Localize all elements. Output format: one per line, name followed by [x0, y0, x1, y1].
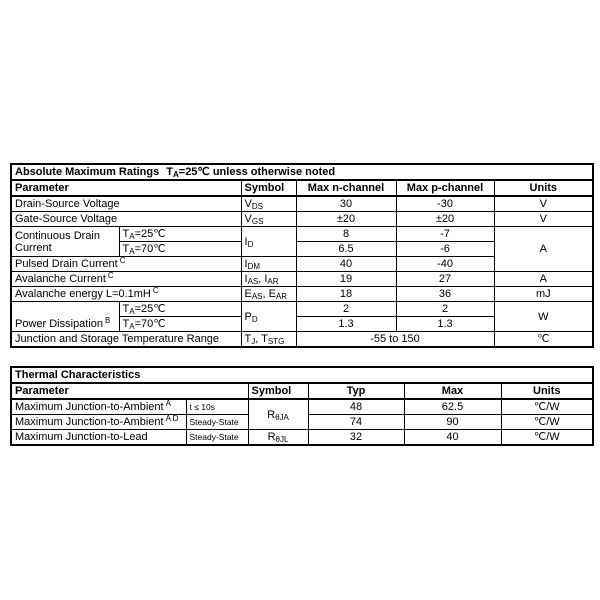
condition-text: T [122, 228, 130, 240]
parameter-text: Power Dissipation [15, 318, 104, 330]
thermal-characteristics-table [10, 366, 594, 446]
condition-value: =25℃ [134, 303, 166, 315]
cell-parameter [11, 415, 186, 430]
cell-symbol [241, 196, 296, 212]
cell-units: A [494, 272, 593, 287]
column-header-max: Max [404, 383, 501, 399]
table-row [11, 332, 593, 348]
condition-value: =25℃ [134, 228, 166, 240]
parameter-text: Maximum Junction-to-Ambient [15, 401, 164, 413]
cell-units: V [494, 196, 593, 212]
column-header-units: Units [501, 383, 593, 399]
cell-units: A [494, 227, 593, 272]
symbol-subscript: AR [275, 292, 288, 301]
title-ta-subscript: A [172, 170, 179, 179]
symbol-text: , E [262, 288, 276, 300]
cell-max: 40 [404, 430, 501, 446]
cell-units: V [494, 212, 593, 227]
condition-value: =70℃ [134, 243, 166, 255]
column-header-symbol: Symbol [248, 383, 308, 399]
column-header-typ: Typ [308, 383, 404, 399]
cell-max-n-channel: 30 [296, 196, 396, 212]
footnote-superscript: A D [165, 414, 179, 423]
cell-symbol [241, 287, 296, 302]
cell-units: ℃ [494, 332, 593, 348]
symbol-text: V [244, 198, 252, 210]
column-header-parameter: Parameter [11, 383, 248, 399]
column-header-max-n-channel: Max n-channel [296, 180, 396, 196]
condition-text: T [122, 303, 130, 315]
cell-parameter: Continuous Drain Current [11, 227, 119, 257]
table-row [11, 430, 593, 446]
symbol-subscript: AS [251, 292, 263, 301]
cell-units: mJ [494, 287, 593, 302]
condition-value: =70℃ [134, 318, 166, 330]
table-row [11, 212, 593, 227]
symbol-subscript: D [251, 314, 258, 324]
cell-parameter [11, 257, 241, 272]
symbol-text: I [244, 235, 248, 248]
section-title-absolute-maximum-ratings [11, 164, 593, 180]
cell-max-n-channel: 8 [296, 227, 396, 242]
cell-parameter [11, 302, 119, 332]
symbol-subscript: GS [251, 217, 264, 226]
symbol-text: I [244, 273, 248, 285]
symbol-subscript: D [247, 239, 254, 249]
cell-parameter: Junction and Storage Temperature Range [11, 332, 241, 348]
cell-parameter: Drain-Source Voltage [11, 196, 241, 212]
cell-max-p-channel: 27 [396, 272, 494, 287]
condition-text: T [122, 243, 130, 255]
symbol-text: I [244, 258, 248, 270]
cell-condition-ta70 [119, 242, 241, 257]
cell-symbol [241, 212, 296, 227]
cell-max: 62.5 [404, 399, 501, 415]
condition-subscript: A [129, 322, 135, 331]
cell-symbol [241, 257, 296, 272]
symbol-subscript: DS [251, 202, 263, 211]
cell-condition: t ≤ 10s [186, 399, 248, 415]
symbol-subscript: DM [247, 262, 261, 271]
cell-max-n-channel: 18 [296, 287, 396, 302]
footnote-superscript: A [165, 399, 171, 408]
cell-max-p-channel: ±20 [396, 212, 494, 227]
cell-max-p-channel: -6 [396, 242, 494, 257]
title-ta-symbol: T [166, 166, 173, 178]
cell-max-p-channel: 1.3 [396, 317, 494, 332]
table-row [11, 227, 593, 242]
footnote-superscript: B [105, 316, 111, 325]
cell-units: W [494, 302, 593, 332]
cell-parameter: Gate-Source Voltage [11, 212, 241, 227]
cell-typ: 74 [308, 415, 404, 430]
table-row [11, 399, 593, 415]
column-header-parameter: Parameter [11, 180, 241, 196]
cell-symbol [248, 430, 308, 446]
cell-symbol [241, 227, 296, 257]
symbol-subscript: STG [267, 337, 285, 346]
table-row [11, 367, 593, 383]
absolute-maximum-ratings-table [10, 163, 594, 348]
cell-typ: 32 [308, 430, 404, 446]
cell-max-n-channel: 1.3 [296, 317, 396, 332]
cell-max: 90 [404, 415, 501, 430]
footnote-superscript: C [152, 286, 159, 295]
column-header-max-p-channel: Max p-channel [396, 180, 494, 196]
cell-max-n-channel: ±20 [296, 212, 396, 227]
symbol-text: V [244, 213, 252, 225]
cell-temperature-range: -55 to 150 [296, 332, 494, 348]
condition-subscript: A [129, 247, 135, 256]
cell-parameter [11, 287, 241, 302]
cell-condition: Steady-State [186, 430, 248, 446]
symbol-subscript: AR [267, 277, 279, 286]
cell-units: ℃/W [501, 415, 593, 430]
parameter-text: Avalanche energy L=0.1mH [15, 288, 151, 300]
symbol-subscript: AS [247, 277, 259, 286]
cell-symbol [241, 332, 296, 348]
cell-condition-ta25 [119, 227, 241, 242]
footnote-superscript: C [119, 256, 126, 265]
cell-max-p-channel: 2 [396, 302, 494, 317]
cell-max-n-channel: 40 [296, 257, 396, 272]
table-header-row [11, 383, 593, 399]
cell-max-p-channel: -40 [396, 257, 494, 272]
cell-typ: 48 [308, 399, 404, 415]
cell-max-p-channel: -30 [396, 196, 494, 212]
cell-max-n-channel: 2 [296, 302, 396, 317]
cell-parameter [11, 272, 241, 287]
cell-max-n-channel: 19 [296, 272, 396, 287]
parameter-text: Maximum Junction-to-Ambient [15, 416, 164, 428]
cell-units: ℃/W [501, 430, 593, 446]
title-condition-text: =25℃ unless otherwise noted [178, 166, 336, 178]
cell-symbol [241, 302, 296, 332]
column-header-units: Units [494, 180, 593, 196]
condition-subscript: A [129, 307, 135, 316]
symbol-subscript: θJL [275, 435, 289, 444]
symbol-text: P [244, 310, 252, 323]
table-row [11, 287, 593, 302]
symbol-text: R [267, 431, 276, 443]
table-header-row [11, 180, 593, 196]
symbol-text: , T [255, 333, 268, 345]
table-row [11, 272, 593, 287]
cell-max-p-channel: -7 [396, 227, 494, 242]
cell-max-n-channel: 6.5 [296, 242, 396, 257]
condition-text: T [122, 318, 130, 330]
cell-symbol [241, 272, 296, 287]
symbol-text: T [244, 333, 252, 345]
condition-subscript: A [129, 232, 135, 241]
symbol-text: R [267, 408, 276, 421]
table-row [11, 164, 593, 180]
cell-parameter [11, 399, 186, 415]
symbol-text: E [244, 288, 252, 300]
symbol-subscript: J [251, 337, 256, 346]
column-header-symbol: Symbol [241, 180, 296, 196]
footnote-superscript: C [107, 271, 114, 280]
table-row [11, 196, 593, 212]
cell-condition-ta25 [119, 302, 241, 317]
cell-units: ℃/W [501, 399, 593, 415]
cell-max-p-channel: 36 [396, 287, 494, 302]
cell-condition-ta70 [119, 317, 241, 332]
cell-condition: Steady-State [186, 415, 248, 430]
parameter-text: Avalanche Current [15, 273, 106, 285]
symbol-text: , I [258, 273, 268, 285]
cell-parameter: Maximum Junction-to-Lead [11, 430, 186, 446]
section-title-thermal-characteristics: Thermal Characteristics [11, 367, 593, 383]
symbol-subscript: θJA [275, 412, 289, 422]
section-title-text: Absolute Maximum Ratings [15, 166, 160, 178]
parameter-text: Pulsed Drain Current [15, 258, 118, 270]
cell-symbol [248, 399, 308, 430]
table-row [11, 302, 593, 317]
